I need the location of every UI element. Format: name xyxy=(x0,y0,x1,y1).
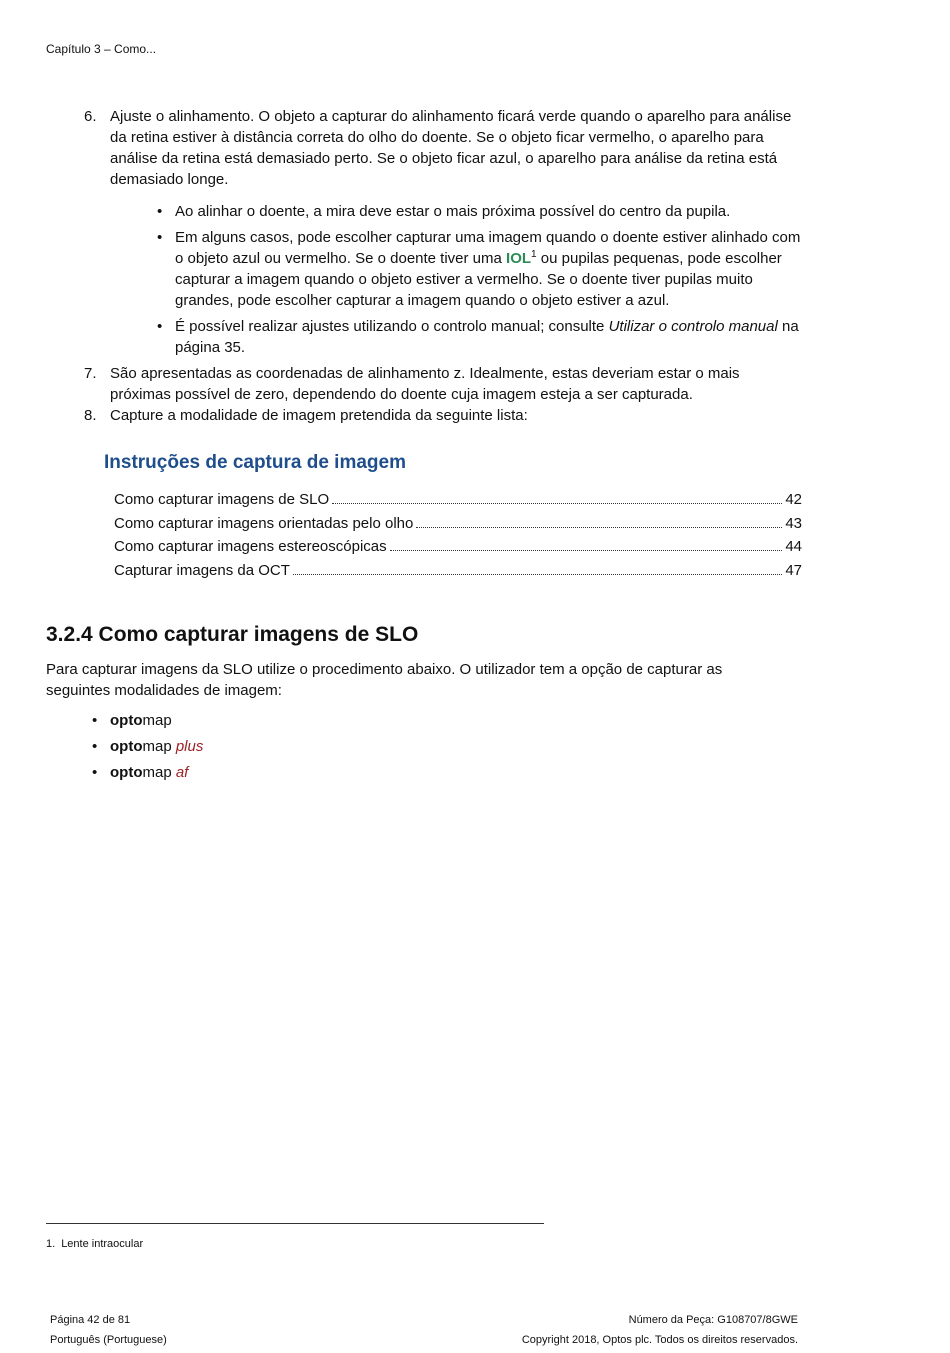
brand-suffix: af xyxy=(175,764,189,781)
step-7 xyxy=(84,363,800,405)
brand-bold: opto xyxy=(110,738,143,755)
footnote-ref[interactable]: 1 xyxy=(531,249,537,260)
manual-control-link[interactable]: Utilizar o controlo manual xyxy=(608,318,778,335)
section-intro: Para capturar imagens da SLO utilize o procedimento abaixo. O utilizador tem a opção de capturar as seguintes modalidades de imagem: xyxy=(46,661,723,699)
bullet-text: na página 35. xyxy=(175,318,799,356)
modality-item xyxy=(92,764,203,790)
toc-page[interactable]: 43 xyxy=(785,514,802,532)
toc-heading: Instruções de captura de imagem xyxy=(104,452,406,473)
modality-item xyxy=(92,712,203,738)
footnote xyxy=(46,1238,143,1250)
bullet-text: ou pupilas pequenas, pode escolher capturar a imagem quando o objeto estiver a vermelho. Se o doente tiver pupilas muito grandes, pode escolher capturar a imagem quando o objeto estiver a azul. xyxy=(175,250,782,309)
toc-page[interactable]: 42 xyxy=(785,491,802,508)
toc-page[interactable]: 44 xyxy=(785,538,802,555)
footer-page-number: Página 42 de 81 xyxy=(50,1314,131,1326)
iol-term-link[interactable]: IOL xyxy=(506,250,532,267)
step-6 xyxy=(84,106,800,190)
bullet-text: É possível realizar ajustes utilizando o controlo manual; consulte xyxy=(175,318,609,335)
modality-list xyxy=(92,712,203,790)
section-title: 3.2.4 Como capturar imagens de SLO xyxy=(46,623,419,646)
toc-page[interactable]: 47 xyxy=(785,561,802,579)
toc-label[interactable]: Como capturar imagens orientadas pelo olho xyxy=(114,514,414,532)
step-text: São apresentadas as coordenadas de alinhamento z. Idealmente, estas deveriam estar o mais próximas possível de zero, dependendo do doente cuja imagem esteja a ser capturada. xyxy=(110,365,740,403)
footer-part-number: Número da Peça: G108707/8GWE xyxy=(628,1314,798,1326)
footnote-text: Lente intraocular xyxy=(61,1238,144,1250)
toc-leader-dots xyxy=(293,574,782,575)
toc-item[interactable] xyxy=(114,538,802,562)
step-number: 6. xyxy=(84,108,97,125)
alignment-tips-list xyxy=(155,201,805,363)
bullet-item: • Ao alinhar o doente, a mira deve estar o mais próxima possível do centro da pupila. xyxy=(155,201,805,222)
step-text: Ajuste o alinhamento. O objeto a capturar do alinhamento ficará verde quando o aparelho para análise da retina estiver à distância correta do olho do doente. Se o objeto ficar vermelho, o aparelho para análise da retina está demasiado perto. Se o objeto ficar azul, o aparelho para análise da retina está demasiado longe. xyxy=(110,108,792,188)
brand-rest: map xyxy=(142,738,172,755)
brand-suffix: plus xyxy=(175,738,204,755)
footnote-number: 1. xyxy=(46,1238,56,1250)
bullet-item xyxy=(155,227,805,311)
toc-label[interactable]: Capturar imagens da OCT xyxy=(114,561,290,579)
toc-leader-dots xyxy=(416,527,782,528)
footer-language: Português (Portuguese) xyxy=(50,1334,167,1346)
step-number: 8. xyxy=(84,407,97,424)
toc-list xyxy=(114,491,802,585)
toc-label[interactable]: Como capturar imagens estereoscópicas xyxy=(114,538,387,555)
footer-copyright: Copyright 2018, Optos plc. Todos os direitos reservados. xyxy=(521,1334,798,1346)
running-header: Capítulo 3 – Como... xyxy=(46,42,157,56)
brand-rest: map xyxy=(142,764,172,781)
toc-item[interactable] xyxy=(114,515,802,539)
toc-label[interactable]: Como capturar imagens de SLO xyxy=(114,491,330,508)
brand-bold: opto xyxy=(110,764,143,781)
footnote-divider xyxy=(46,1223,544,1224)
step-8 xyxy=(84,405,800,426)
step-text: Capture a modalidade de imagem pretendida da seguinte lista: xyxy=(110,407,528,424)
modality-item xyxy=(92,738,203,764)
step-number: 7. xyxy=(84,365,97,382)
bullet-item xyxy=(155,316,805,358)
toc-leader-dots xyxy=(332,503,782,504)
toc-leader-dots xyxy=(390,550,783,551)
brand-bold: opto xyxy=(110,712,143,729)
toc-item[interactable] xyxy=(114,491,802,515)
brand-rest: map xyxy=(142,712,172,729)
toc-item[interactable] xyxy=(114,562,802,586)
bullet-text: Em alguns casos, pode escolher capturar uma imagem quando o doente estiver alinhado com o objeto azul ou vermelho. Se o doente tiver uma xyxy=(175,229,801,267)
